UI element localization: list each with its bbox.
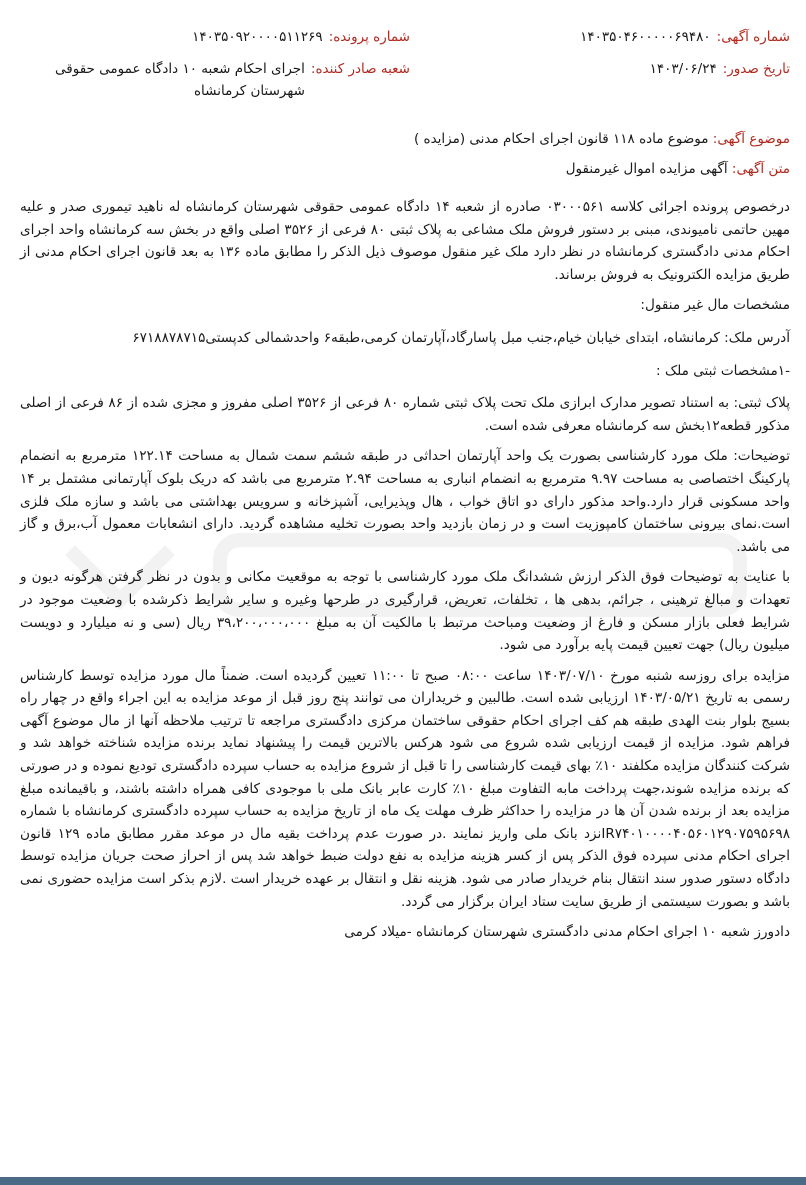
registry-title: -۱مشخصات ثبتی ملک : — [656, 362, 790, 379]
header-row-2 — [20, 58, 790, 102]
subject-line — [20, 128, 790, 150]
specs-title: مشخصات مال غیر منقول: — [640, 297, 790, 314]
issue-date — [560, 58, 790, 80]
ad-text-label: متن آگهی: — [731, 161, 790, 177]
issue-date-label: تاریخ صدور: — [722, 61, 790, 77]
plaque-paragraph: پلاک ثبتی: به استناد تصویر مدارک ابرازی ملک تحت پلاک ثبتی شماره ۸۰ فرعی از ۳۵۲۶ اصلی مفروز و مجزی شده از ۸۶ فرعی از اصلی مذکور قطعه۱۲بخش سه کرمانشاه معرفی شده است. — [20, 395, 790, 434]
subject-value: موضوع ماده ۱۱۸ قانون اجرای احکام مدنی (مزایده ) — [413, 131, 709, 147]
ad-text-line — [20, 158, 790, 180]
issuer — [20, 58, 410, 102]
signature-line: دادورز شعبه ۱۰ اجرای احکام مدنی دادگستری شهرستان کرمانشاه -میلاد کرمی — [344, 924, 790, 941]
ad-text-value: آگهی مزایده اموال غیرمنقول — [565, 161, 728, 177]
bottom-band — [0, 1177, 806, 1185]
ad-number — [560, 26, 790, 48]
case-number — [20, 26, 410, 48]
issuer-value: اجرای احکام شعبه ۱۰ دادگاه عمومی حقوقی شهرستان کرمانشاه — [55, 61, 305, 99]
subject-label: موضوع آگهی: — [712, 131, 790, 147]
case-number-label: شماره پرونده: — [328, 29, 410, 45]
issuer-label: شعبه صادر کننده: — [310, 61, 410, 77]
auction-paragraph: مزایده برای روزسه شنبه مورخ ۱۴۰۳/۰۷/۱۰ ساعت ۰۸:۰۰ صبح تا ۱۱:۰۰ تعیین گردیده است. ضمناً مال مورد مزایده توسط کارشناس رسمی به تاریخ ۱۴۰۳/۰۵/۲۱ ارزیابی شده است. طالبین و خریداران می توانند پنج روز قبل از موعد مزایده به این اجراء واقع در چهار راه بسیج بلوار بنت الهدی طبقه هم کف اجرای احکام حقوقی ساختمان مرکزی دادگستری مراجعه تا ترتیب ملاحظه آنها از مال موضوع آگهی فراهم شود. مزایده از قیمت ارزیابی شده شروع می شود هرکس بالاترین قیمت را پیشنهاد نماید برنده مزایده شناخته خواهد شد و شرکت کنندگان مزایده مکلفند ۱۰٪ بهای قیمت کارشناسی را تا قبل از شروع مزایده به حساب سپرده دادگستری تودیع نموده و در صورتی که برنده مزایده شوند،جهت پرداخت مابه التفاوت مبلغ ۱۰٪ کارت عابر بانک ملی با موجودی کافی همراه داشته باشند، و باقیمانده مبلغ مزایده بعد از برنده شدن آن ها در مزایده را حداکثر ظرف مهلت یک ماه از تاریخ مزایده به حساب سپرده دادگستری کرمانشاه با شماره IR۷۴۰۱۰۰۰۰۴۰۵۶۰۱۲۹۰۷۵۹۵۶۹۸نزد بانک ملی واریز نمایند .در صورت عدم پرداخت بقیه مال در موعد مقرر مطابق ماده ۱۲۹ قانون اجرای احکام مدنی سپرده فوق الذکر پس از کسر هزینه مزایده به نفع دولت ضبط خواهد شد پس از احراز صحت جریان مزایده توسط دادگاه دستور صدور سند انتقال بنام خریدار صادر می شود. هزینه نقل و انتقال بر عهده خریدار است .لازم بذکر است مزایده حضوری نمی باشد و بصورت سیستمی از طریق سایت ستاد ایران برگزار می گردد. — [20, 667, 791, 910]
ad-number-label: شماره آگهی: — [716, 29, 790, 45]
header-row-1 — [20, 26, 790, 48]
ad-number-value: ۱۴۰۳۵۰۴۶۰۰۰۰۰۶۹۴۸۰ — [580, 29, 711, 45]
valuation-paragraph: با عنایت به توضیحات فوق الذکر ارزش ششدانگ ملک مورد کارشناسی با توجه به موقعیت مکانی و بدون در نظر گرفتن هرگونه دیون و تعهدات و مبالغ ترهینی ، جرائم، بدهی ها ، تخلفات، تعریض، قرارگیری در طرحها وغیره و سایر شرایط ذکرشده با وضعیت موجود در شرایط فعلی بازار مسکن و فارغ از وضعیت ومباحث مرتبط با مالکیت آن به مبلغ ۳۹،۲۰۰،۰۰۰،۰۰۰ ریال (سی و نه میلیارد و دویست میلیون ریال) جهت تعیین قیمت پایه برآورد می شود. — [20, 569, 790, 654]
ad-body — [20, 196, 790, 944]
issue-date-value: ۱۴۰۳/۰۶/۲۴ — [649, 61, 717, 77]
case-number-value: ۱۴۰۳۵۰۹۲۰۰۰۰۵۱۱۲۶۹ — [192, 29, 323, 45]
intro-paragraph: درخصوص پرونده اجرائی کلاسه ۰۳۰۰۰۵۶۱ صادره از شعبه ۱۴ دادگاه عمومی حقوقی شهرستان کرمانشاه له ناهید تیموری صدر و علیه مهین حاتمی نامیوندی، مبنی بر دستور فروش ملک مشاعی به پلاک ثبتی ۸۰ فرعی از ۳۵۲۶ اصلی واقع در بخش سه کرمانشاه واحد اجرای احکام مدنی دادگستری کرمانشاه در نظر دارد ملک غیر منقول موصوف ذیل الذکر را مطابق ماده ۱۳۶ به بعد قانون اجرای احکام مدنی از طریق مزایده الکترونیک به فروش برساند. — [20, 199, 791, 283]
address-paragraph: آدرس ملک: کرمانشاه، ابتدای خیابان خیام،جنب مبل پاسارگاد،آپارتمان کرمی،طبقه۶ واحدشمالی کدپستی۶۷۱۸۸۷۸۷۱۵ — [132, 329, 790, 346]
description-paragraph: توضیحات: ملک مورد کارشناسی بصورت یک واحد آپارتمان احداثی در طبقه ششم سمت شمال به مساحت ۱۲۲.۱۴ مترمربع به انضمام پارکینگ اختصاصی به مساحت ۹.۹۷ مترمربع به انضمام انباری به مساحت ۲.۹۴ مترمربع می باشد که دریک بلوک آپارتمانی مشتمل بر ۱۴ واحد مسکونی قرار دارد.واحد مذکور دارای دو اتاق خواب ، هال وپذیرایی، آشپزخانه و سرویس بهداشتی می باشد و سازه ملک فلزی است.نمای بیرونی ساختمان کامپوزیت است و در زمان بازدید واحد بصورت تخلیه مشاهده گردید. دارای انشعابات معمول آب،برق و گاز می باشد. — [20, 448, 790, 555]
